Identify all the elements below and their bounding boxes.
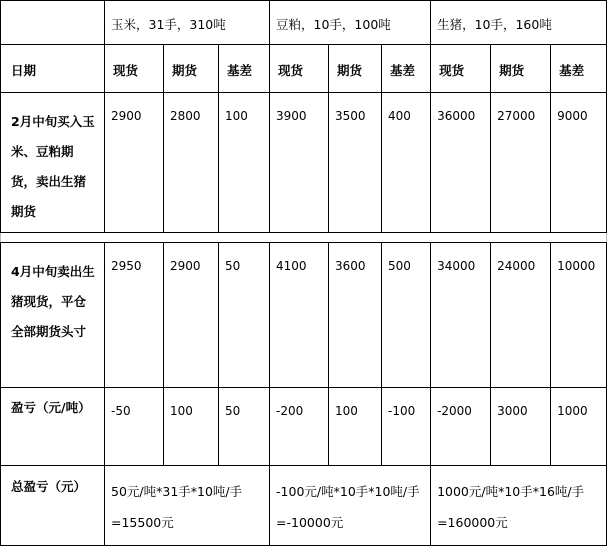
table-cell: 2800 [164,93,219,233]
table-cell: 10000 [551,243,607,388]
table-cell: -200 [270,388,329,466]
table-cell: -2000 [431,388,491,466]
group-header-soymeal: 豆粕，10手，100吨 [270,1,431,45]
group-header-row [1,1,607,45]
row-label-total: 总盈亏（元） [1,466,105,546]
hog-spot-header: 现货 [431,45,491,93]
row-label-feb: 2月中旬买入玉米、豆粕期货，卖出生猪期货 [1,93,105,233]
table-cell: -100 [382,388,431,466]
row-label-apr: 4月中旬卖出生猪现货，平仓全部期货头寸 [1,243,105,388]
soymeal-basis-header: 基差 [382,45,431,93]
table-cell: 3600 [329,243,382,388]
table-row-pnl [1,388,607,466]
total-cell-hog: 1000元/吨*10手*16吨/手=160000元 [431,466,607,546]
table-cell: 24000 [491,243,551,388]
hog-futures-header: 期货 [491,45,551,93]
corner-cell [1,1,105,45]
row-separator [1,233,607,243]
separator-cell [1,233,607,243]
table-cell: 100 [219,93,270,233]
table-cell: -50 [105,388,164,466]
table-row-feb [1,93,607,233]
total-cell-soymeal: -100元/吨*10手*10吨/手=-10000元 [270,466,431,546]
table-cell: 2900 [105,93,164,233]
table-cell: 500 [382,243,431,388]
table-cell: 34000 [431,243,491,388]
group-header-hog: 生猪，10手，160吨 [431,1,607,45]
table-cell: 27000 [491,93,551,233]
group-header-corn: 玉米，31手，310吨 [105,1,270,45]
table-cell: 4100 [270,243,329,388]
row-label-pnl: 盈亏（元/吨） [1,388,105,466]
total-cell-corn: 50元/吨*31手*10吨/手=15500元 [105,466,270,546]
soymeal-spot-header: 现货 [270,45,329,93]
table-cell: 50 [219,388,270,466]
corn-spot-header: 现货 [105,45,164,93]
corn-basis-header: 基差 [219,45,270,93]
table-cell: 36000 [431,93,491,233]
table-cell: 400 [382,93,431,233]
table-row-total [1,466,607,546]
soymeal-futures-header: 期货 [329,45,382,93]
table-cell: 2900 [164,243,219,388]
table-cell: 3000 [491,388,551,466]
date-header: 日期 [1,45,105,93]
table-cell: 100 [164,388,219,466]
sub-header-row [1,45,607,93]
table-cell: 2950 [105,243,164,388]
table-row-apr [1,243,607,388]
corn-futures-header: 期货 [164,45,219,93]
table-cell: 100 [329,388,382,466]
table-cell: 3900 [270,93,329,233]
hog-basis-header: 基差 [551,45,607,93]
table-cell: 3500 [329,93,382,233]
table-cell: 1000 [551,388,607,466]
table-cell: 9000 [551,93,607,233]
table-cell: 50 [219,243,270,388]
